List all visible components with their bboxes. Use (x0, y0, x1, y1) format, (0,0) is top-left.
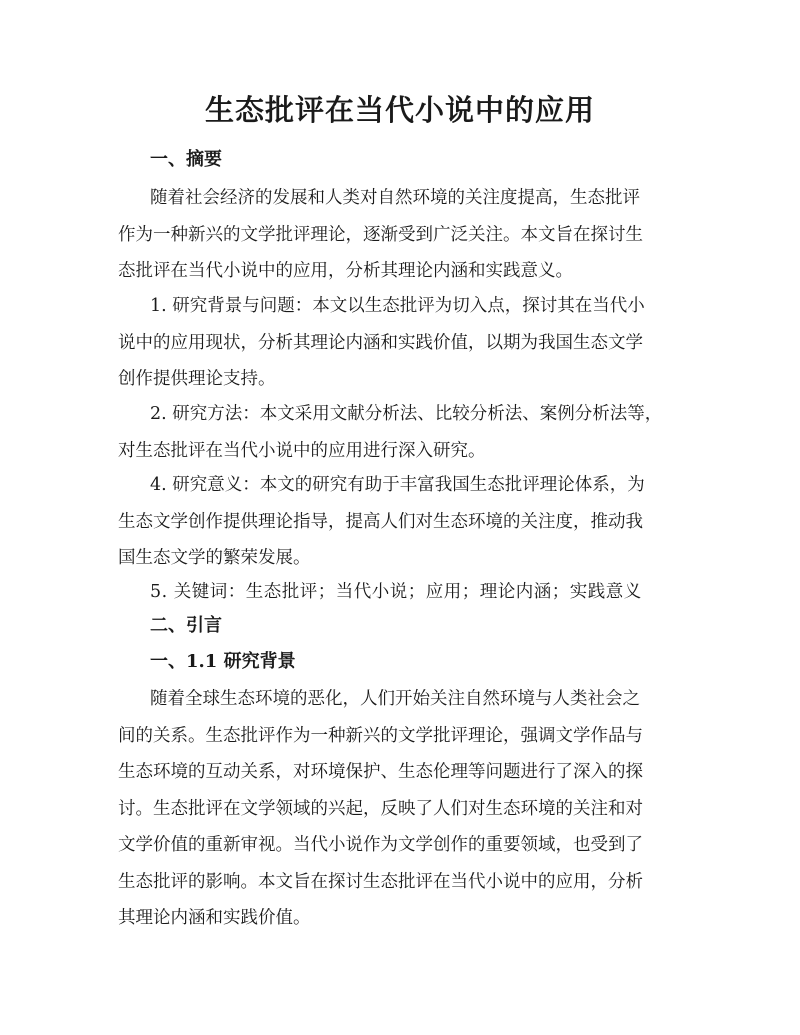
research-background-subheading: 一、1.1 研究背景 (150, 651, 296, 672)
paragraph-line: 间的关系。生态批评作为一种新兴的文学批评理论，强调文学作品与 (118, 725, 643, 746)
paragraph-line: 作为一种新兴的文学批评理论，逐渐受到广泛关注。本文旨在探讨生 (118, 224, 643, 245)
paragraph-line: 1. 研究背景与问题：本文以生态批评为切入点，探讨其在当代小 (150, 296, 645, 316)
research-significance-item (118, 467, 698, 577)
paragraph-line: 文学价值的重新审视。当代小说作为文学创作的重要领域，也受到了 (118, 835, 643, 855)
paragraph-line: 4. 研究意义：本文的研究有助于丰富我国生态批评理论体系，为 (150, 475, 645, 495)
paragraph-line: 2. 研究方法：本文采用文献分析法、比较分析法、案例分析法等， (150, 404, 663, 424)
paragraph-line: 讨。生态批评在文学领域的兴起，反映了人们对生态环境的关注和对 (118, 798, 643, 819)
paragraph-line: 态批评在当代小说中的应用，分析其理论内涵和实践意义。 (118, 261, 573, 281)
paragraph-line: 国生态文学的繁荣发展。 (118, 548, 311, 568)
keywords-item (118, 574, 698, 611)
paragraph-line: 其理论内涵和实践价值。 (118, 908, 311, 928)
abstract-paragraph (118, 180, 698, 290)
research-background-item (118, 288, 698, 398)
paragraph-line: 生态批评的影响。本文旨在探讨生态批评在当代小说中的应用，分析 (118, 871, 643, 892)
keywords-line: 5. 关键词：生态批评；当代小说；应用；理论内涵；实践意义 (150, 582, 642, 602)
research-method-item (118, 396, 698, 469)
introduction-heading: 二、引言 (150, 615, 222, 636)
document-title: 生态批评在当代小说中的应用 (204, 93, 595, 127)
paragraph-line: 随着全球生态环境的恶化，人们开始关注自然环境与人类社会之 (150, 689, 640, 709)
paragraph-line: 对生态批评在当代小说中的应用进行深入研究。 (118, 440, 486, 461)
paragraph-line: 生态文学创作提供理论指导，提高人们对生态环境的关注度，推动我 (118, 511, 643, 532)
paragraph-line: 随着社会经济的发展和人类对自然环境的关注度提高，生态批评 (150, 188, 640, 208)
paragraph-line: 生态环境的互动关系，对环境保护、生态伦理等问题进行了深入的探 (118, 762, 643, 782)
background-paragraph (118, 681, 698, 937)
paragraph-line: 创作提供理论支持。 (118, 369, 276, 389)
paragraph-line: 说中的应用现状，分析其理论内涵和实践价值，以期为我国生态文学 (118, 332, 643, 353)
abstract-heading: 一、摘要 (150, 149, 222, 170)
